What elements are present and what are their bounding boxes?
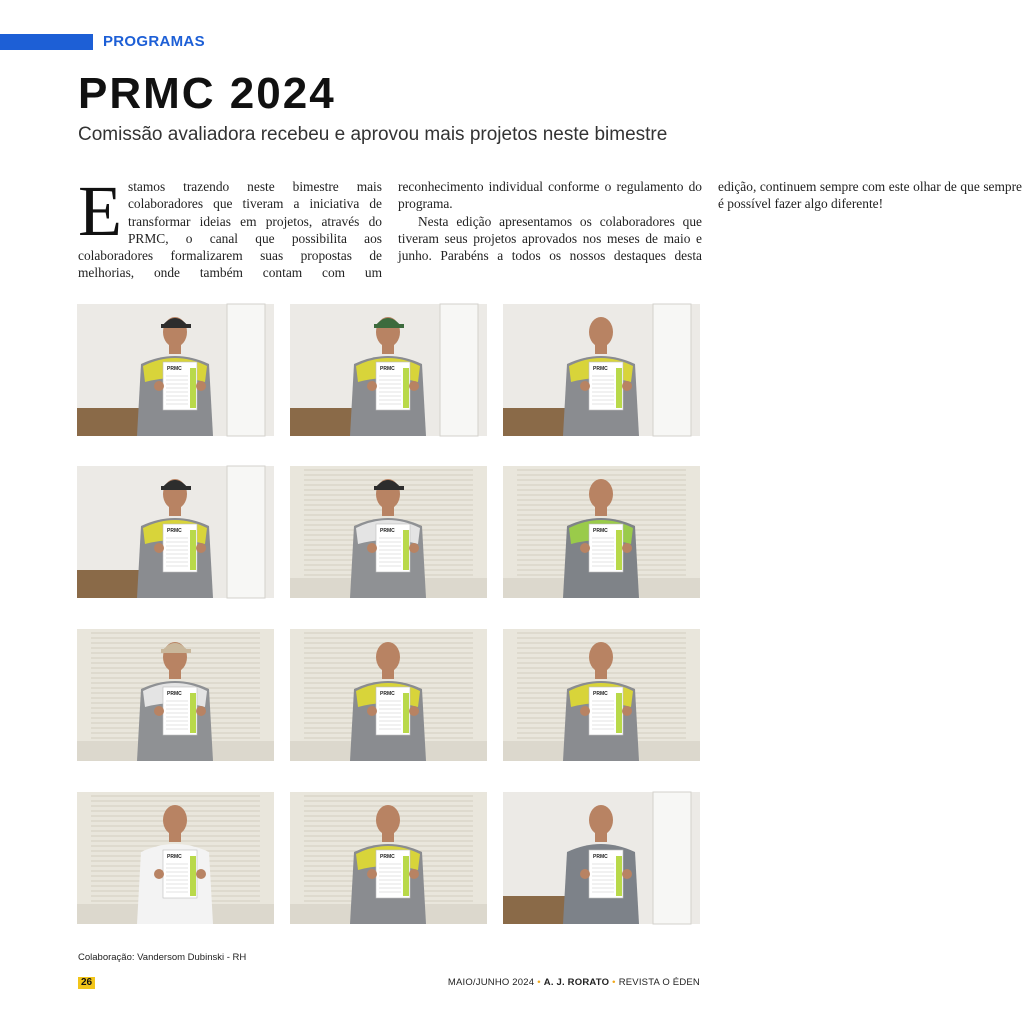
- certificate-label: PRMC: [380, 854, 395, 860]
- certificate-stripe: [190, 693, 196, 733]
- hand: [196, 869, 206, 879]
- hand: [622, 869, 632, 879]
- certificate-label: PRMC: [167, 691, 182, 697]
- collaborator-photo: [503, 792, 700, 924]
- hand: [622, 381, 632, 391]
- photo-illustration: [77, 792, 274, 924]
- door-frame: [440, 304, 478, 436]
- photo-credit: Colaboração: Vandersom Dubinski - RH: [78, 952, 247, 963]
- neck: [595, 344, 607, 354]
- hand: [196, 543, 206, 553]
- door-frame: [227, 466, 265, 598]
- photo-illustration: [503, 304, 700, 436]
- cap-brim: [161, 649, 191, 653]
- face: [589, 805, 613, 835]
- door-frame: [227, 304, 265, 436]
- certificate-stripe: [403, 368, 409, 408]
- certificate-stripe: [616, 368, 622, 408]
- face: [589, 642, 613, 672]
- certificate-label: PRMC: [593, 528, 608, 534]
- collaborator-photo: [77, 629, 274, 761]
- hand: [367, 381, 377, 391]
- face: [589, 317, 613, 347]
- photo-illustration: [503, 792, 700, 924]
- face: [376, 805, 400, 835]
- neck: [382, 832, 394, 842]
- paragraph-2: Nesta edição apresentamos os colaboradores que tiveram seus projetos aprovados nos meses de maio e junho. Parabéns a todos os nossos destaques desta edição, continuem sempre com este olhar de que sempre é possível fazer algo diferente!: [398, 179, 1022, 264]
- hand: [580, 869, 590, 879]
- photo-illustration: [77, 304, 274, 436]
- page-number: 26: [78, 977, 95, 989]
- footer-issue: MAIO/JUNHO 2024: [447, 977, 535, 988]
- table-surface: [503, 896, 565, 924]
- certificate-label: PRMC: [380, 366, 395, 372]
- neck: [169, 832, 181, 842]
- neck: [382, 506, 394, 516]
- footer-separator: •: [537, 977, 541, 988]
- table-surface: [77, 570, 139, 598]
- certificate-label: PRMC: [593, 691, 608, 697]
- collaborator-photo: [77, 792, 274, 924]
- hand: [409, 706, 419, 716]
- certificate-stripe: [616, 856, 622, 896]
- face: [163, 805, 187, 835]
- collaborator-photo: [290, 792, 487, 924]
- cap-brim: [374, 486, 404, 490]
- hand: [367, 543, 377, 553]
- hand: [409, 543, 419, 553]
- certificate-stripe: [403, 693, 409, 733]
- hand: [154, 543, 164, 553]
- photo-illustration: [77, 466, 274, 598]
- hand: [196, 381, 206, 391]
- certificate-label: PRMC: [380, 528, 395, 534]
- hand: [367, 706, 377, 716]
- neck: [169, 669, 181, 679]
- certificate-label: PRMC: [167, 366, 182, 372]
- certificate-label: PRMC: [593, 854, 608, 860]
- section-label: PROGRAMAS: [103, 33, 205, 50]
- drop-cap: E: [78, 171, 122, 251]
- footer-brand: A. J. RORATO: [543, 977, 610, 988]
- certificate-stripe: [403, 856, 409, 896]
- table-surface: [290, 408, 352, 436]
- collaborator-photo: [503, 304, 700, 436]
- hand: [154, 381, 164, 391]
- cap-brim: [161, 486, 191, 490]
- certificate-stripe: [616, 530, 622, 570]
- neck: [595, 669, 607, 679]
- collaborator-photo: [503, 629, 700, 761]
- certificate-label: PRMC: [167, 528, 182, 534]
- collaborator-photo: [503, 466, 700, 598]
- certificate-label: PRMC: [167, 854, 182, 860]
- photo-illustration: [77, 629, 274, 761]
- cap-brim: [374, 324, 404, 328]
- collaborator-photo: [77, 466, 274, 598]
- collaborator-photo: [290, 304, 487, 436]
- footer-separator: •: [612, 977, 616, 988]
- collaborator-photo: [290, 629, 487, 761]
- photo-illustration: [503, 629, 700, 761]
- neck: [169, 344, 181, 354]
- article-subtitle: Comissão avaliadora recebeu e aprovou mais projetos neste bimestre: [78, 124, 668, 145]
- door-frame: [653, 792, 691, 924]
- hand: [580, 543, 590, 553]
- hand: [622, 543, 632, 553]
- photo-illustration: [503, 466, 700, 598]
- collaborator-photo: [290, 466, 487, 598]
- footer-issue-info: [448, 977, 700, 988]
- neck: [595, 832, 607, 842]
- face: [376, 642, 400, 672]
- photo-illustration: [290, 792, 487, 924]
- collaborator-photo: [77, 304, 274, 436]
- photo-illustration: [290, 466, 487, 598]
- article-title: PRMC 2024: [78, 69, 336, 118]
- photo-illustration: [290, 629, 487, 761]
- certificate-label: PRMC: [593, 366, 608, 372]
- hand: [154, 869, 164, 879]
- certificate-stripe: [616, 693, 622, 733]
- door-frame: [653, 304, 691, 436]
- neck: [382, 344, 394, 354]
- hand: [367, 869, 377, 879]
- footer-magazine: REVISTA O ÉDEN: [618, 977, 700, 988]
- table-surface: [503, 408, 565, 436]
- neck: [169, 506, 181, 516]
- hand: [580, 706, 590, 716]
- hand: [196, 706, 206, 716]
- neck: [595, 506, 607, 516]
- certificate-label: PRMC: [380, 691, 395, 697]
- hand: [154, 706, 164, 716]
- table-surface: [77, 408, 139, 436]
- certificate-stripe: [190, 530, 196, 570]
- paragraph-1-text: stamos trazendo neste bimestre mais colaboradores que tiveram a iniciativa de transformar ideias em projetos, através do PRMC, o canal que possibilita aos colaboradores formalizarem suas propostas de melhorias, onde também contam com um reconhecimento individual conforme o regulamento do programa.: [78, 179, 702, 281]
- hand: [580, 381, 590, 391]
- face: [589, 479, 613, 509]
- certificate-stripe: [403, 530, 409, 570]
- hand: [409, 381, 419, 391]
- certificate-stripe: [190, 368, 196, 408]
- hand: [409, 869, 419, 879]
- photo-illustration: [290, 304, 487, 436]
- neck: [382, 669, 394, 679]
- hand: [622, 706, 632, 716]
- certificate-stripe: [190, 856, 196, 896]
- cap-brim: [161, 324, 191, 328]
